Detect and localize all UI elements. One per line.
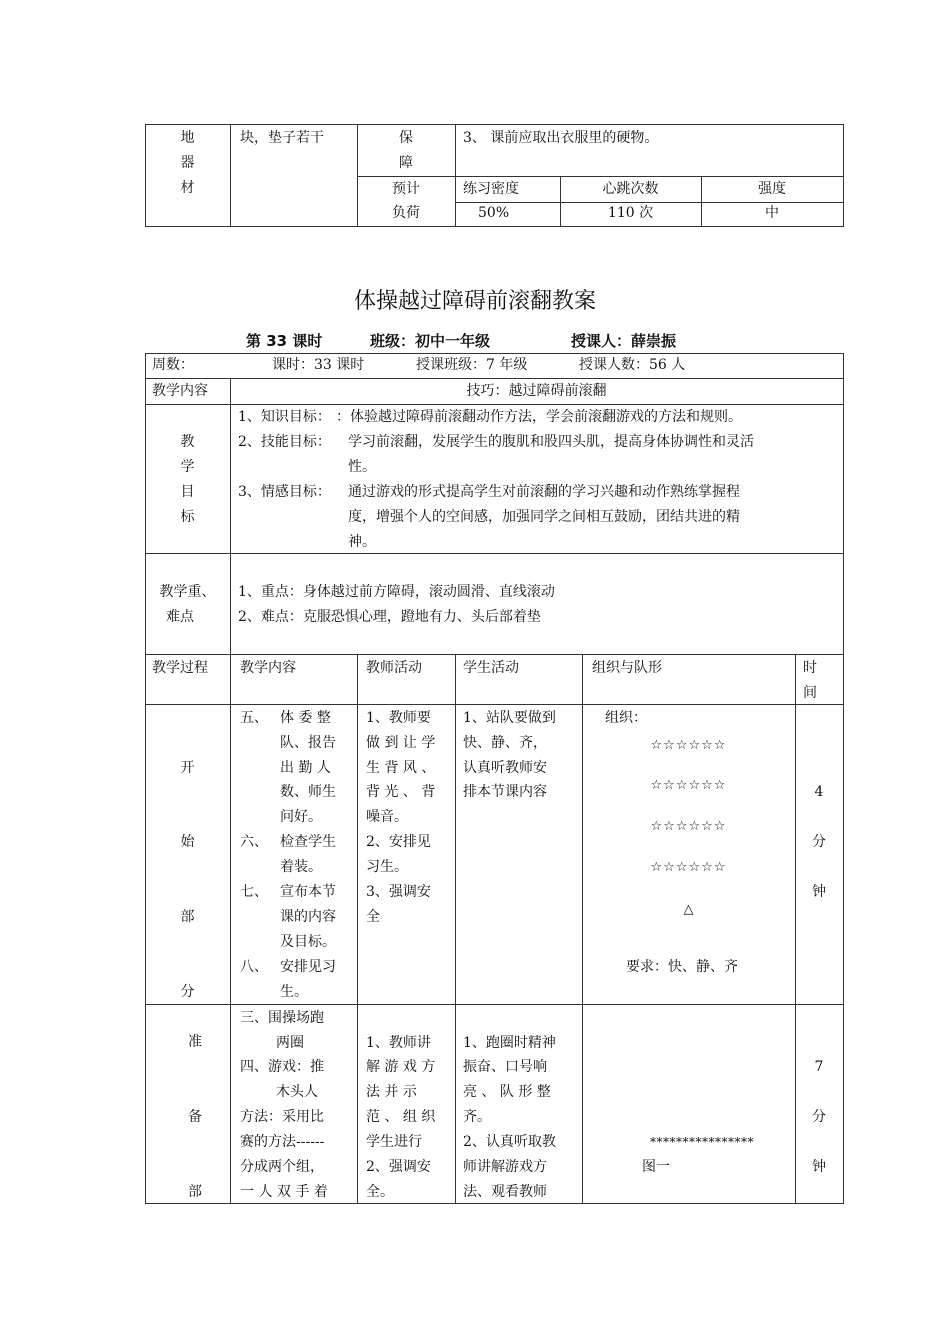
venue-label-2: 器: [180, 155, 195, 171]
content-line: 检查学生: [280, 834, 336, 850]
content-line: 三、围操场跑: [240, 1010, 324, 1026]
teacher-line: 全: [366, 909, 380, 925]
header-time-2: 间: [803, 685, 817, 701]
objective-prefix: 2、技能目标：: [238, 434, 331, 450]
teacher-line: 解 游 戏 方: [366, 1059, 436, 1075]
value-density: 50%: [478, 205, 510, 221]
page-title: 体操越过障碍前滚翻教案: [353, 289, 596, 314]
prep-label-char: 准: [188, 1034, 202, 1050]
content-line: 分成两个组，: [240, 1159, 324, 1175]
objective-line: 度，增强个人的空间感，加强同学之间相互鼓励，团结共进的精: [348, 509, 740, 525]
content-line: 着装。: [280, 859, 322, 875]
keypoints-label-2: 难点: [166, 609, 194, 625]
time-char: 钟: [812, 1159, 826, 1175]
objective-line: 神。: [348, 534, 376, 550]
teacher-line: 噪音。: [366, 809, 408, 825]
requirement-text: 要求：快、静、齐: [626, 959, 738, 975]
student-line: 振奋、口号响: [463, 1059, 547, 1075]
venue-label-3: 材: [180, 180, 195, 196]
student-line: 法、观看教师: [463, 1184, 547, 1200]
star-row: ☆☆☆☆☆☆: [650, 860, 727, 875]
objective-prefix: 3、情感目标：: [238, 484, 331, 500]
content-line: 赛的方法------: [240, 1134, 325, 1150]
header-time-1: 时: [803, 660, 817, 676]
content-line: 宣布本节: [280, 884, 336, 900]
keypoint-focus: 1、重点：身体越过前方障碍，滚动圆滑、直线滚动: [238, 584, 555, 600]
teacher-line: 背 光 、 背: [366, 784, 436, 800]
student-line: 1、跑圈时精神: [463, 1035, 556, 1051]
content-line: 四、游戏：推: [240, 1059, 324, 1075]
content-line: 问好。: [280, 809, 322, 825]
star-row: ☆☆☆☆☆☆: [650, 778, 727, 793]
org-label: 组织：: [605, 710, 647, 726]
content-line: 方法：采用比: [240, 1109, 324, 1125]
teacher-line: 全。: [366, 1184, 394, 1200]
header-student: 学生活动: [463, 660, 519, 676]
student-line: 认真听教师安: [463, 760, 547, 776]
star-row: ☆☆☆☆☆☆: [650, 819, 727, 834]
start-label-char: 部: [180, 909, 195, 925]
keypoints-label-1: 教学重、: [159, 584, 216, 600]
header-teacher: 教师活动: [366, 660, 422, 676]
student-line: 快、静、齐，: [463, 735, 547, 751]
safety-label-1: 保: [399, 130, 413, 146]
time-char: 分: [812, 1109, 826, 1125]
subtitle-lesson: 第 33 课时: [246, 332, 323, 350]
student-line: 排本节课内容: [463, 784, 547, 800]
info-week: 周数：: [152, 357, 194, 373]
objective-line: 性。: [348, 459, 376, 475]
content-line: 体 委 整: [280, 710, 331, 726]
content-num: 八、: [240, 959, 268, 975]
time-char: 7: [814, 1059, 824, 1075]
objectives-label-char: 标: [180, 509, 195, 525]
content-num: 七、: [240, 884, 268, 900]
objective-line: 通过游戏的形式提高学生对前滚翻的学习兴趣和动作熟练掌握程: [348, 484, 740, 500]
start-label-char: 开: [180, 760, 195, 776]
start-label-char: 始: [180, 834, 195, 850]
content-num: 六、: [240, 834, 268, 850]
objective-line: 学习前滚翻，发展学生的腹肌和股四头肌，提高身体协调性和灵活: [348, 434, 754, 450]
header-organization: 组织与队形: [592, 660, 662, 676]
content-label: 教学内容: [152, 383, 208, 399]
star-row: ☆☆☆☆☆☆: [650, 738, 727, 753]
student-line: 师讲解游戏方: [463, 1159, 547, 1175]
value-intensity: 中: [765, 205, 779, 221]
keypoint-difficulty: 2、难点：克服恐惧心理，蹬地有力、头后部着垫: [238, 609, 541, 625]
prep-label-char: 部: [188, 1184, 202, 1200]
objective-prefix: 1、知识目标：: [238, 409, 331, 425]
time-char: 4: [814, 784, 824, 800]
student-line: 齐。: [463, 1109, 491, 1125]
content-line: 一 人 双 手 着: [240, 1184, 328, 1200]
header-process: 教学过程: [152, 660, 208, 676]
teacher-line: 习生。: [366, 859, 408, 875]
venue-value: 块，垫子若干: [240, 130, 324, 146]
teacher-line: 学生进行: [366, 1134, 422, 1150]
content-line: 两圈: [276, 1035, 304, 1051]
info-lesson: 课时：33 课时: [272, 357, 365, 373]
safety-label-2: 障: [399, 155, 413, 171]
content-line: 及目标。: [280, 934, 336, 950]
objectives-label-char: 目: [180, 484, 195, 500]
teacher-line: 范 、 组 织: [366, 1109, 436, 1125]
teacher-line: 3、强调安: [366, 884, 431, 900]
asterisk-row: ****************: [650, 1135, 754, 1149]
safety-text: 3、 课前应取出衣服里的硬物。: [463, 130, 659, 146]
header-intensity: 强度: [758, 181, 786, 197]
venue-label-1: 地: [180, 130, 195, 146]
content-line: 出 勤 人: [280, 760, 331, 776]
header-content: 教学内容: [240, 660, 296, 676]
figure-label: 图一: [642, 1159, 670, 1175]
subtitle-teacher: 授课人：薛崇振: [571, 332, 677, 350]
teacher-line: 1、教师要: [366, 710, 431, 726]
load-label-2: 负荷: [392, 205, 420, 221]
header-heartrate: 心跳次数: [602, 181, 659, 197]
content-value: 技巧：越过障碍前滚翻: [466, 383, 607, 399]
value-heartrate: 110 次: [607, 205, 654, 221]
teacher-line: 生 背 风 、: [366, 760, 436, 776]
objectives-label-char: 教: [180, 434, 195, 450]
objectives-label-char: 学: [180, 459, 195, 475]
content-line: 木头人: [276, 1084, 318, 1100]
prep-label-char: 备: [188, 1109, 202, 1125]
teacher-line: 做 到 让 学: [366, 735, 436, 751]
time-char: 钟: [812, 884, 826, 900]
start-label-char: 分: [180, 984, 195, 1000]
content-line: 数、师生: [280, 784, 336, 800]
content-num: 五、: [240, 710, 268, 726]
subtitle-class: 班级：初中一年级: [370, 332, 491, 350]
info-class: 授课班级：7 年级: [416, 357, 528, 373]
teacher-line: 2、强调安: [366, 1159, 431, 1175]
teacher-line: 法 并 示: [366, 1084, 417, 1100]
student-line: 2、认真听取教: [463, 1134, 556, 1150]
teacher-line: 1、教师讲: [366, 1035, 431, 1051]
student-line: 1、站队要做到: [463, 710, 556, 726]
objective-line: ：体验越过障碍前滚翻动作方法，学会前滚翻游戏的方法和规则。: [336, 409, 742, 425]
header-density: 练习密度: [463, 181, 519, 197]
content-line: 课的内容: [280, 909, 336, 925]
student-line: 亮 、 队 形 整: [463, 1084, 551, 1100]
triangle-marker: △: [683, 902, 694, 917]
info-count: 授课人数：56 人: [579, 357, 686, 373]
teacher-line: 2、安排见: [366, 834, 431, 850]
load-label-1: 预计: [392, 181, 420, 197]
time-char: 分: [812, 834, 826, 850]
content-line: 安排见习: [280, 959, 336, 975]
content-line: 生。: [280, 984, 308, 1000]
content-line: 队、报告: [280, 735, 336, 751]
